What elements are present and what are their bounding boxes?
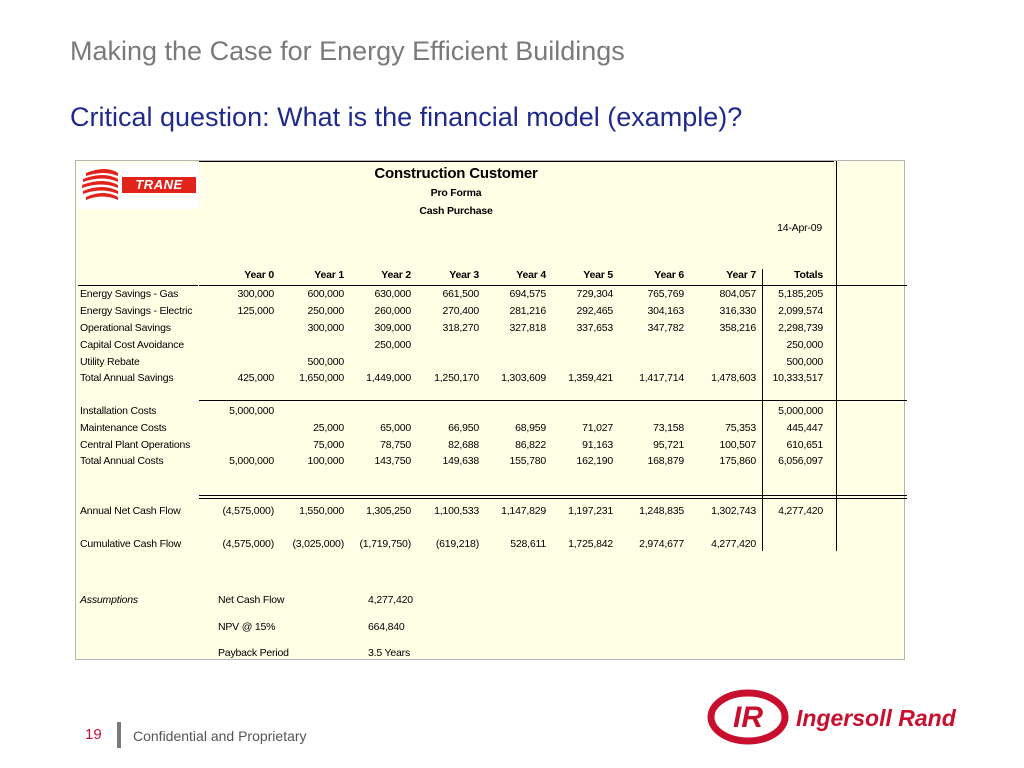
ir-logo-mark: IR [733,701,763,734]
table-cell: 1,449,000 [366,372,411,384]
table-cell: 1,248,835 [639,505,684,517]
table-cell: 5,185,205 [778,288,823,300]
row-label: Cumulative Cash Flow [80,538,182,550]
column-header: Year 7 [726,269,756,281]
page-number: 19 [85,726,102,743]
table-cell: 1,100,533 [434,505,479,517]
table-cell: 765,769 [647,288,684,300]
table-cell: 1,305,250 [366,505,411,517]
column-header: Year 6 [654,269,684,281]
column-header: Year 0 [244,269,274,281]
table-cell: 5,000,000 [778,405,823,417]
table-cell: 528,611 [510,538,546,550]
table-cell: 300,000 [237,288,274,300]
table-right-rule [836,161,837,551]
table-cell: 694,575 [509,288,546,300]
table-cell: 1,478,603 [711,372,756,384]
table-cell: 78,750 [380,439,411,451]
column-header: Year 3 [449,269,479,281]
row-label: Total Annual Costs [80,455,164,467]
table-cell: 25,000 [313,422,344,434]
table-cell: 445,447 [786,422,823,434]
section-rule [199,400,907,401]
table-cell: 1,650,000 [299,372,344,384]
assumption-value: 664,840 [368,621,405,633]
trane-logo-text: TRANE [122,177,196,193]
row-label: Installation Costs [80,405,157,417]
row-label: Utility Rebate [80,356,140,368]
table-cell: 5,000,000 [229,405,274,417]
ir-logo-text: Ingersoll Rand [796,705,956,731]
table-cell: 1,302,743 [711,505,756,517]
table-cell: 6,056,097 [778,455,823,467]
sheet-subtitle-pro-forma: Pro Forma [430,187,482,199]
assumption-value: 4,277,420 [368,594,413,606]
table-cell: 149,638 [442,455,479,467]
slide-subtitle: Critical question: What is the financial model (example)? [70,102,743,132]
sheet-date: 14-Apr-09 [777,222,822,234]
row-label: Energy Savings - Electric [80,305,193,317]
table-cell: 500,000 [786,356,823,368]
table-cell: 270,400 [442,305,479,317]
table-cell: 162,190 [576,455,613,467]
table-cell: 1,550,000 [299,505,344,517]
table-cell: 425,000 [237,372,274,384]
table-cell: 100,507 [719,439,756,451]
trane-logo [78,163,199,209]
table-cell: (4,575,000) [222,505,274,517]
table-cell: (3,025,000) [292,538,344,550]
row-label: Total Annual Savings [80,372,174,384]
table-cell: 1,359,421 [568,372,613,384]
row-label: Annual Net Cash Flow [80,505,181,517]
table-cell: 309,000 [374,322,411,334]
table-cell: 804,057 [719,288,756,300]
table-cell: 71,027 [582,422,613,434]
table-cell: (1,719,750) [359,538,411,550]
table-cell: 729,304 [576,288,613,300]
table-cell: 5,000,000 [229,455,274,467]
table-cell: 168,879 [647,455,684,467]
table-cell: 125,000 [237,305,274,317]
table-cell: 600,000 [307,288,344,300]
trane-swoosh-icon [78,163,122,209]
table-cell: 1,725,842 [568,538,613,550]
row-label: Operational Savings [80,322,171,334]
assumption-name: NPV @ 15% [218,621,276,633]
column-header: Year 4 [516,269,546,281]
column-header: Year 5 [583,269,613,281]
table-cell: 347,782 [647,322,684,334]
table-cell: 1,417,714 [639,372,684,384]
table-cell: 292,465 [576,305,613,317]
row-label: Capital Cost Avoidance [80,339,184,351]
table-cell: 318,270 [442,322,479,334]
table-cell: 610,651 [786,439,823,451]
assumption-name: Net Cash Flow [218,594,285,606]
assumption-value: 3.5 Years [368,647,410,659]
table-cell: 2,974,677 [639,538,684,550]
footer-divider [117,722,121,748]
table-cell: 66,950 [448,422,479,434]
table-cell: 4,277,420 [711,538,756,550]
header-rule [199,285,907,286]
totals-column-rule [762,269,763,551]
column-header: Totals [794,269,823,281]
sheet-subtitle-cash-purchase: Cash Purchase [419,205,493,217]
header-rule [78,285,198,286]
table-cell: 91,163 [582,439,613,451]
footer-confidential: Confidential and Proprietary [133,728,307,744]
table-cell: 100,000 [307,455,344,467]
slide-title: Making the Case for Energy Efficient Buildings [70,36,625,66]
table-cell: 68,959 [515,422,546,434]
table-cell: 175,860 [719,455,756,467]
net-cash-flow-rule [199,498,907,499]
column-header: Year 2 [381,269,411,281]
table-cell: 86,822 [515,439,546,451]
pro-forma-spreadsheet [75,160,905,660]
column-header: Year 1 [314,269,344,281]
table-cell: 500,000 [307,356,344,368]
net-cash-flow-rule [199,495,907,496]
row-label: Maintenance Costs [80,422,167,434]
table-cell: 316,330 [719,305,756,317]
table-cell: 281,216 [509,305,546,317]
table-cell: 75,353 [725,422,756,434]
ingersoll-rand-logo [706,680,958,750]
table-cell: 327,818 [509,322,546,334]
table-cell: 155,780 [509,455,546,467]
table-cell: 250,000 [786,339,823,351]
table-cell: 358,216 [719,322,756,334]
table-cell: 661,500 [442,288,479,300]
sheet-title: Construction Customer [374,165,538,182]
table-cell: 4,277,420 [778,505,823,517]
table-cell: 73,158 [653,422,684,434]
top-rule [199,161,834,162]
table-cell: (4,575,000) [222,538,274,550]
table-cell: 10,333,517 [772,372,823,384]
table-cell: 2,099,574 [778,305,823,317]
table-cell: 260,000 [374,305,411,317]
table-cell: 65,000 [380,422,411,434]
table-cell: 2,298,739 [778,322,823,334]
row-label: Central Plant Operations [80,439,191,451]
table-cell: 300,000 [307,322,344,334]
table-cell: 1,147,829 [501,505,546,517]
table-cell: 250,000 [374,339,411,351]
table-cell: 337,653 [576,322,613,334]
table-cell: 250,000 [307,305,344,317]
table-cell: 75,000 [313,439,344,451]
table-cell: 143,750 [374,455,411,467]
table-cell: 82,688 [448,439,479,451]
table-cell: 1,197,231 [568,505,613,517]
table-cell: 630,000 [374,288,411,300]
table-cell: 95,721 [653,439,684,451]
row-label: Energy Savings - Gas [80,288,179,300]
table-cell: 1,303,609 [501,372,546,384]
assumption-name: Payback Period [218,647,289,659]
table-cell: (619,218) [435,538,479,550]
table-cell: 304,163 [647,305,684,317]
table-cell: 1,250,170 [434,372,479,384]
assumptions-label: Assumptions [80,594,138,606]
